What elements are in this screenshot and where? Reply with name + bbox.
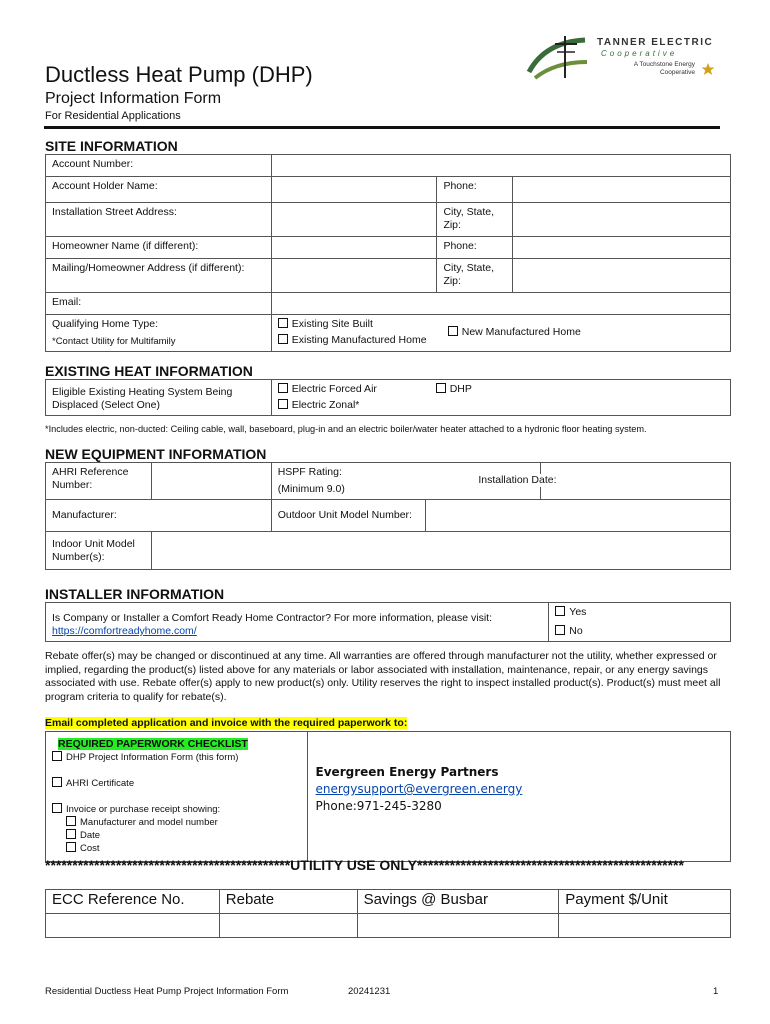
checklist-item-ahri[interactable] bbox=[52, 777, 301, 790]
option-new-manufactured-label: New Manufactured Home bbox=[461, 326, 581, 338]
site-info-table bbox=[45, 154, 731, 352]
option-forced-air[interactable] bbox=[278, 383, 724, 396]
option-zonal[interactable] bbox=[278, 399, 724, 412]
checklist-cell bbox=[46, 732, 308, 862]
logo-org-name: TANNER ELECTRIC bbox=[597, 37, 714, 48]
homeowner-phone-label: Phone: bbox=[437, 237, 513, 259]
phone-label: Phone: bbox=[437, 177, 513, 203]
homeowner-name-field[interactable] bbox=[271, 237, 437, 259]
checkbox-forced-air[interactable] bbox=[278, 383, 288, 393]
install-address-label: Installation Street Address: bbox=[46, 203, 272, 237]
payment-header: Payment $/Unit bbox=[559, 890, 731, 914]
comfort-ready-link[interactable]: https://comfortreadyhome.com/ bbox=[52, 625, 197, 637]
new-equipment-table bbox=[45, 462, 731, 570]
checklist-item-invoice-label: Invoice or purchase receipt showing: bbox=[66, 804, 221, 815]
rebate-header: Rebate bbox=[219, 890, 357, 914]
hspf-minimum: (Minimum 9.0) bbox=[277, 483, 345, 495]
contact-cell bbox=[307, 732, 730, 862]
indoor-model-field[interactable] bbox=[151, 532, 730, 570]
option-dhp[interactable] bbox=[436, 383, 472, 396]
checkbox-existing-manufactured[interactable] bbox=[278, 334, 288, 344]
checklist-item-ahri-label: AHRI Certificate bbox=[66, 778, 135, 789]
mailing-address-label: Mailing/Homeowner Address (if different): bbox=[46, 259, 272, 293]
checklist-item-invoice[interactable] bbox=[52, 803, 301, 816]
account-holder-field[interactable] bbox=[271, 177, 437, 203]
checkbox-no[interactable] bbox=[555, 625, 565, 635]
outdoor-model-label: Outdoor Unit Model Number: bbox=[271, 500, 425, 532]
tanner-electric-logo-icon bbox=[525, 32, 595, 82]
option-no-label: No bbox=[569, 625, 583, 637]
footer-date: 20241231 bbox=[348, 986, 391, 997]
city-state-zip-label: City, State, Zip: bbox=[437, 203, 513, 237]
checklist-sub-manufacturer[interactable] bbox=[52, 816, 301, 829]
eligible-system-label: Eligible Existing Heating System Being Displaced (Select One) bbox=[46, 380, 272, 416]
option-zonal-label: Electric Zonal* bbox=[291, 399, 360, 411]
install-date-cell[interactable] bbox=[478, 463, 731, 500]
disclaimer-text: Rebate offer(s) may be changed or discontinued at any time. All warranties are offered through manufacturer not the utility, whether expressed or implied, regarding the product(s) listed above for any materials or labor associated with installation, maintenance, repair, or any energy savings associated with use. Rebate offer(s) apply to new product(s) only. Utility reserves the right to inspect installed product(s). Product(s) must meet all program criteria to qualify for rebate(s). bbox=[45, 650, 721, 703]
checklist-sub-date-label: Date bbox=[80, 830, 101, 841]
option-yes[interactable] bbox=[555, 606, 724, 619]
utility-table bbox=[45, 889, 731, 938]
indoor-model-label: Indoor Unit Model Number(s): bbox=[46, 532, 152, 570]
heat-footnote: *Includes electric, non-ducted: Ceiling cable, wall, baseboard, plug-in and an electric boiler/water heater attached to a hydronic floor heating system. bbox=[45, 424, 647, 434]
account-holder-label: Account Holder Name: bbox=[46, 177, 272, 203]
contact-phone: Phone:971-245-3280 bbox=[315, 799, 442, 813]
checkbox-sub-manufacturer[interactable] bbox=[66, 816, 76, 826]
contractor-options bbox=[549, 603, 731, 642]
manufacturer-cell[interactable] bbox=[46, 500, 272, 532]
installer-table bbox=[45, 602, 731, 642]
email-label: Email: bbox=[46, 293, 272, 315]
title-rule bbox=[44, 126, 720, 129]
home-type-cell bbox=[46, 315, 272, 352]
option-new-manufactured[interactable] bbox=[448, 326, 581, 339]
manufacturer-label: Manufacturer: bbox=[52, 509, 117, 521]
footer-title: Residential Ductless Heat Pump Project Information Form bbox=[45, 986, 289, 997]
account-number-field[interactable] bbox=[271, 155, 730, 177]
utility-use-banner: *********************************************UTILITY USE ONLY************************************************* bbox=[45, 857, 684, 873]
rebate-field[interactable] bbox=[219, 914, 357, 938]
home-type-options bbox=[271, 315, 730, 352]
city-state-zip-field[interactable] bbox=[513, 203, 731, 237]
checklist-sub-cost[interactable] bbox=[52, 842, 301, 855]
checkbox-ahri[interactable] bbox=[52, 777, 62, 787]
existing-heat-heading: EXISTING HEAT INFORMATION bbox=[45, 363, 253, 379]
checkbox-sub-date[interactable] bbox=[66, 829, 76, 839]
home-type-label: Qualifying Home Type: bbox=[52, 318, 159, 330]
install-address-field[interactable] bbox=[271, 203, 437, 237]
touchstone-star-icon bbox=[701, 62, 715, 76]
logo bbox=[525, 32, 720, 82]
heating-options bbox=[271, 380, 730, 416]
logo-org-sub: Cooperative bbox=[601, 49, 678, 58]
install-date-label: Installation Date: bbox=[472, 474, 556, 487]
payment-field[interactable] bbox=[559, 914, 731, 938]
site-info-heading: SITE INFORMATION bbox=[45, 138, 178, 154]
ecc-reference-header: ECC Reference No. bbox=[46, 890, 220, 914]
checkbox-invoice[interactable] bbox=[52, 803, 62, 813]
checkbox-dhp[interactable] bbox=[436, 383, 446, 393]
option-yes-label: Yes bbox=[569, 606, 587, 618]
option-forced-air-label: Electric Forced Air bbox=[291, 383, 377, 395]
checkbox-new-manufactured[interactable] bbox=[448, 326, 458, 336]
checkbox-existing-site[interactable] bbox=[278, 318, 288, 328]
ahri-field[interactable] bbox=[151, 463, 271, 500]
checklist-sub-manufacturer-label: Manufacturer and model number bbox=[80, 817, 218, 828]
savings-header: Savings @ Busbar bbox=[357, 890, 559, 914]
contact-email-link[interactable]: energysupport@evergreen.energy bbox=[315, 782, 523, 796]
homeowner-phone-field[interactable] bbox=[513, 237, 731, 259]
contractor-question: Is Company or Installer a Comfort Ready Home Contractor? For more information, please visit: bbox=[52, 612, 493, 624]
homeowner-name-label: Homeowner Name (if different): bbox=[46, 237, 272, 259]
page-subtitle: Project Information Form bbox=[45, 90, 222, 107]
multifamily-note: *Contact Utility for Multifamily bbox=[52, 336, 176, 347]
contact-company: Evergreen Energy Partners bbox=[315, 765, 499, 779]
checklist-item-form-label: DHP Project Information Form (this form) bbox=[66, 752, 239, 763]
checklist-item-form[interactable] bbox=[52, 751, 301, 764]
page-title: Ductless Heat Pump (DHP) bbox=[45, 62, 313, 87]
checklist-heading: REQUIRED PAPERWORK CHECKLIST bbox=[58, 738, 248, 750]
ecc-reference-field[interactable] bbox=[46, 914, 220, 938]
checkbox-zonal[interactable] bbox=[278, 399, 288, 409]
hspf-label: HSPF Rating: bbox=[277, 466, 342, 478]
email-field[interactable] bbox=[271, 293, 730, 315]
checklist-table bbox=[45, 731, 731, 862]
option-dhp-label: DHP bbox=[449, 383, 472, 395]
option-existing-site-label: Existing Site Built bbox=[291, 318, 373, 330]
savings-field[interactable] bbox=[357, 914, 559, 938]
checkbox-form[interactable] bbox=[52, 751, 62, 761]
mailing-city-state-zip-field[interactable] bbox=[513, 259, 731, 293]
checkbox-yes[interactable] bbox=[555, 606, 565, 616]
phone-field[interactable] bbox=[513, 177, 731, 203]
checkbox-sub-cost[interactable] bbox=[66, 842, 76, 852]
logo-tagline: A Touchstone Energy Cooperative bbox=[633, 61, 695, 76]
outdoor-model-field[interactable] bbox=[425, 500, 730, 532]
option-no[interactable] bbox=[555, 625, 724, 638]
existing-heat-table bbox=[45, 379, 731, 416]
option-existing-manufactured-label: Existing Manufactured Home bbox=[291, 334, 427, 346]
new-equipment-heading: NEW EQUIPMENT INFORMATION bbox=[45, 446, 267, 462]
mailing-city-state-zip-label: City, State, Zip: bbox=[437, 259, 513, 293]
mailing-address-field[interactable] bbox=[271, 259, 437, 293]
installer-heading: INSTALLER INFORMATION bbox=[45, 586, 225, 602]
email-instruction: Email completed application and invoice with the required paperwork to: bbox=[45, 717, 408, 729]
account-number-label: Account Number: bbox=[46, 155, 272, 177]
footer-page-number: 1 bbox=[713, 986, 719, 997]
checklist-sub-date[interactable] bbox=[52, 829, 301, 842]
ahri-label: AHRI Reference Number: bbox=[46, 463, 152, 500]
checklist-sub-cost-label: Cost bbox=[80, 843, 100, 854]
contractor-question-cell bbox=[46, 603, 549, 642]
page-subtitle-2: For Residential Applications bbox=[45, 110, 181, 122]
